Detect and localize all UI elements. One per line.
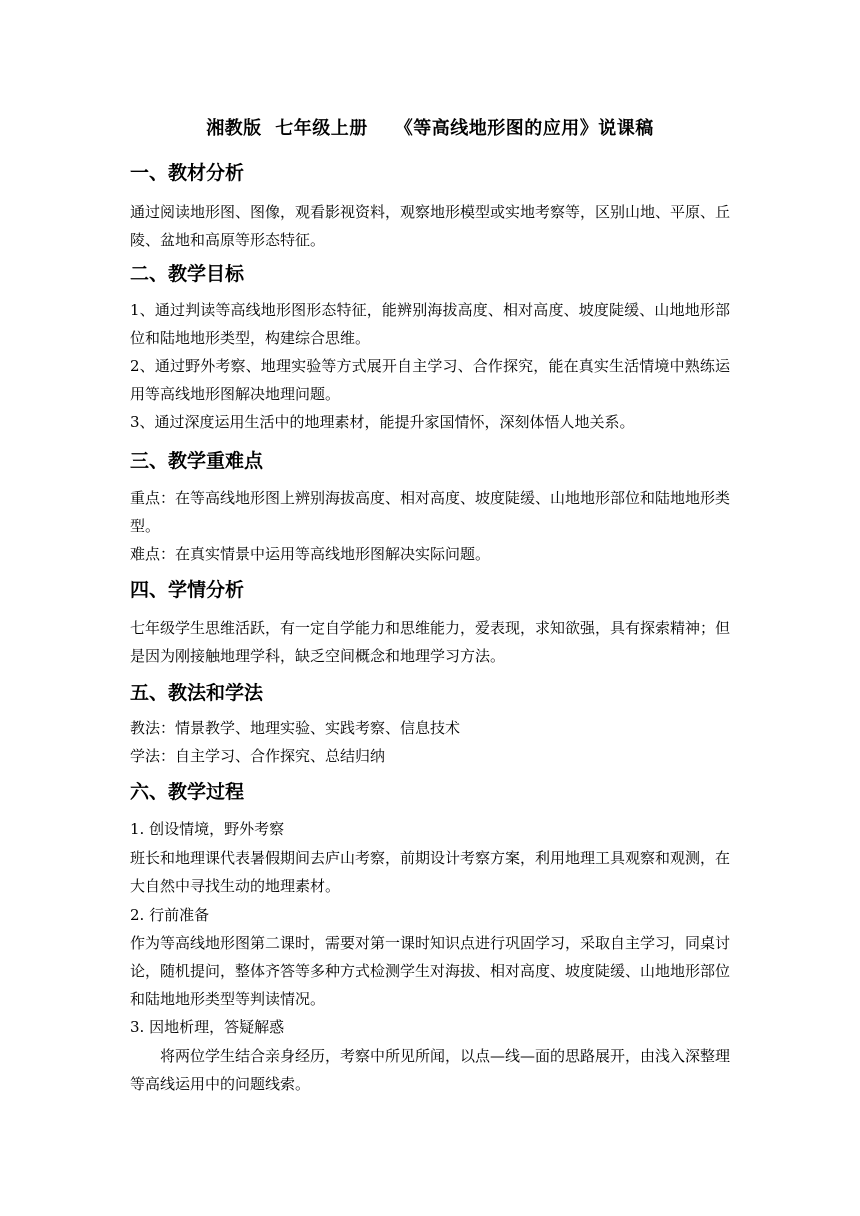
paragraph: 教法：情景教学、地理实验、实践考察、信息技术: [130, 719, 461, 737]
paragraph: 学法：自主学习、合作探究、总结归纳: [130, 747, 386, 765]
section-heading: 五、教法和学法: [130, 682, 264, 704]
paragraph: 1. 创设情境，野外考察: [130, 820, 285, 838]
paragraph: 1、通过判读等高线地形图形态特征，能辨别海拔高度、相对高度、坡度陡缓、山地地形部位和陆地地形类型，构建综合思维。: [130, 301, 730, 347]
paragraph: 七年级学生思维活跃，有一定自学能力和思维能力，爱表现，求知欲强，具有探索精神；但是因为刚接触地理学科，缺乏空间概念和地理学习方法。: [130, 619, 731, 665]
section-heading: 六、教学过程: [130, 781, 245, 803]
section-heading: 三、教学重难点: [130, 450, 264, 472]
paragraph: 3. 因地析理，答疑解惑: [130, 1018, 285, 1036]
paragraph: 重点：在等高线地形图上辨别海拔高度、相对高度、坡度陡缓、山地地形部位和陆地地形类型。: [130, 489, 731, 535]
paragraph: 作为等高线地形图第二课时，需要对第一课时知识点进行巩固学习，采取自主学习，同桌讨论，随机提问，整体齐答等多种方式检测学生对海拔、相对高度、坡度陡缓、山地地形部位和陆地地形类型等判读情况。: [130, 934, 731, 1008]
section-heading: 二、教学目标: [130, 263, 245, 285]
section-heading: 四、学情分析: [130, 579, 245, 601]
paragraph: 2. 行前准备: [130, 906, 210, 924]
section-heading: 一、教材分析: [130, 162, 245, 184]
paragraph: 通过阅读地形图、图像，观看影视资料，观察地形模型或实地考察等，区别山地、平原、丘陵、盆地和高原等形态特征。: [130, 203, 731, 249]
paragraph: 将两位学生结合亲身经历，考察中所见所闻，以点—线—面的思路展开，由浅入深整理等高线运用中的问题线索。: [130, 1047, 731, 1093]
paragraph: 3、通过深度运用生活中的地理素材，能提升家国情怀，深刻体悟人地关系。: [130, 413, 635, 431]
paragraph: 2、通过野外考察、地理实验等方式展开自主学习、合作探究，能在真实生活情境中熟练运用等高线地形图解决地理问题。: [130, 357, 730, 403]
paragraph: 班长和地理课代表暑假期间去庐山考察，前期设计考察方案，利用地理工具观察和观测，在大自然中寻找生动的地理素材。: [130, 849, 731, 895]
paragraph: 难点：在真实情景中运用等高线地形图解决实际问题。: [130, 545, 491, 563]
document-title: 湘教版 七年级上册 《等高线地形图的应用》说课稿: [206, 118, 654, 139]
